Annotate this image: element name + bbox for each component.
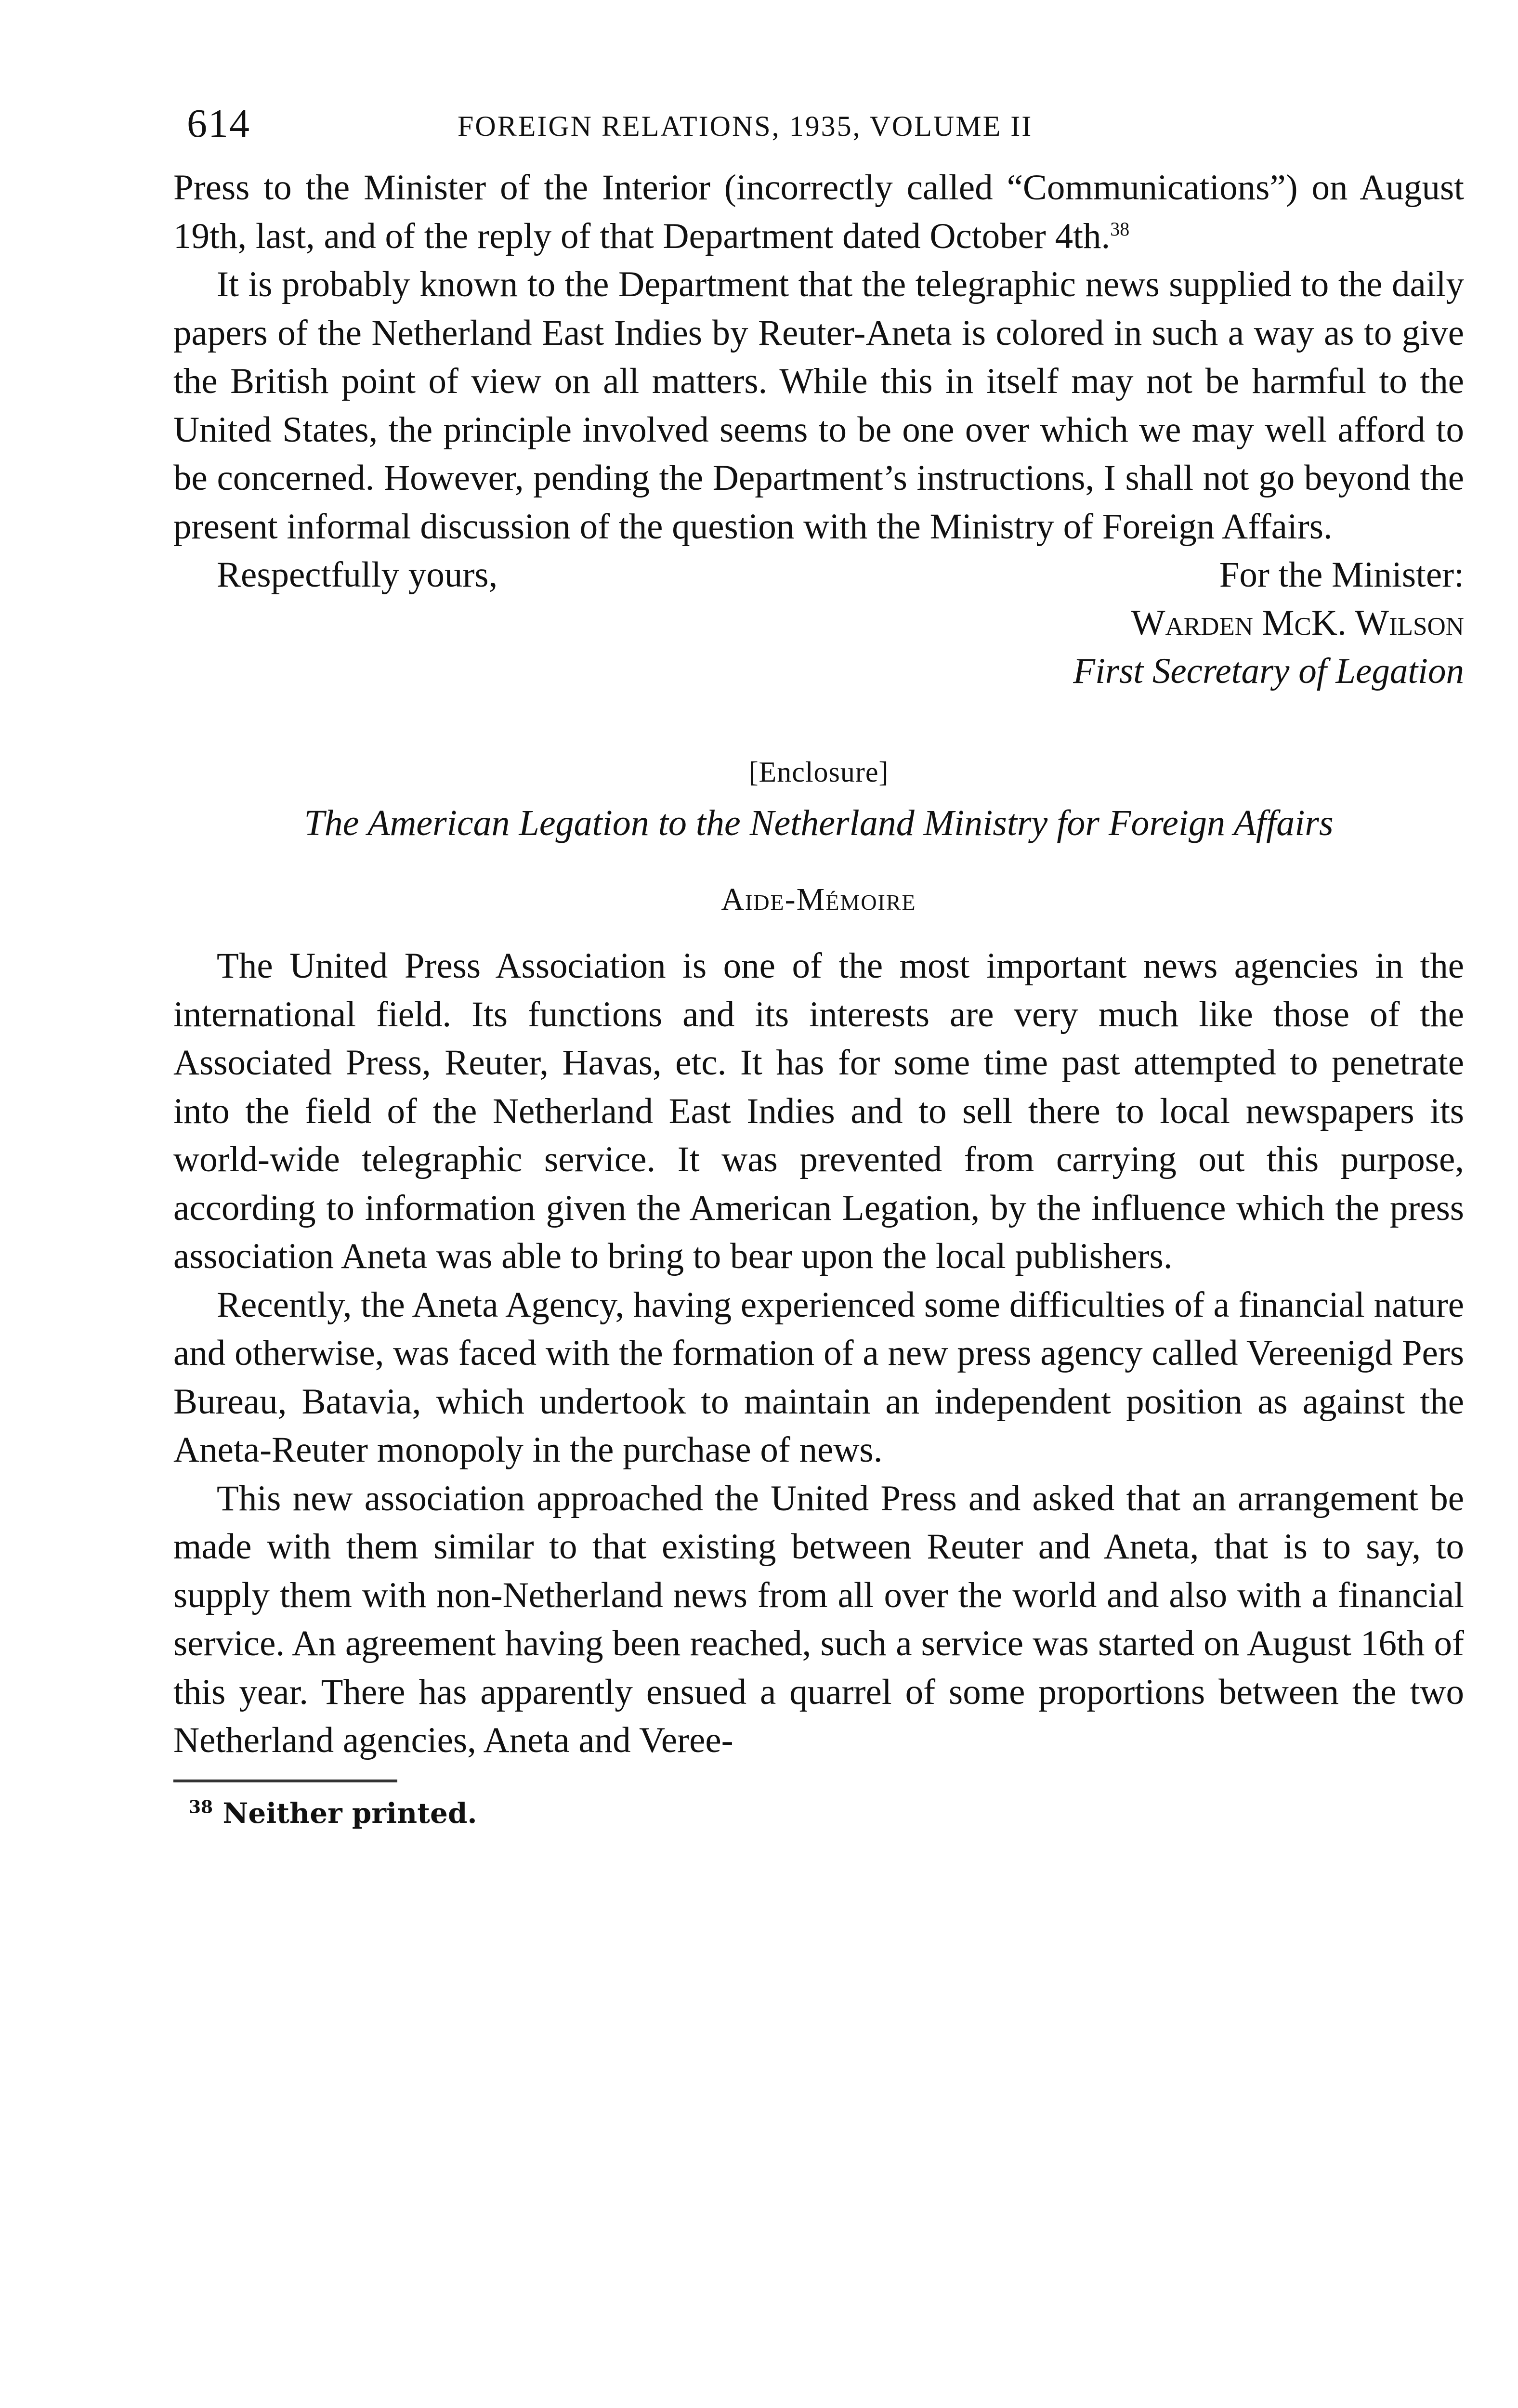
enclosure-title: The American Legation to the Netherland Ministry for Foreign Affairs bbox=[304, 803, 1334, 843]
page-number: 614 bbox=[187, 101, 250, 146]
running-head: FOREIGN RELATIONS, 1935, VOLUME II bbox=[458, 110, 1033, 142]
enclosure-label: [Enclosure] bbox=[748, 756, 889, 788]
letter-paragraph-1-text: Press to the Minister of the Interior (incorrectly called “Communications”) on August 19th, last, and of the reply of that Department dated October 4th. bbox=[173, 168, 1464, 256]
footnote-mark: 38 bbox=[189, 1797, 213, 1818]
signer-name: Warden McK. Wilson bbox=[1131, 603, 1464, 643]
aide-memoire-heading: Aide-Mémoire bbox=[721, 882, 916, 917]
letter-paragraph-2: It is probably known to the Department that the telegraphic news supplied to the daily papers of the Netherland East Indies by Reuter-Aneta is colored in such a way as to give the British point of view on all matters. While this in itself may not be harmful to the United States, the principle involved seems to be one over which we may well afford to be concerned. However, pending the Department’s instructions, I shall not go beyond the present informal discussion of the question with the Ministry of Foreign Affairs. bbox=[173, 264, 1464, 547]
document-page bbox=[173, 96, 1464, 1830]
closing-salutation: Respectfully yours, bbox=[217, 555, 498, 595]
enclosure-paragraph-1: The United Press Association is one of the most important news agencies in the international field. Its functions and its interests are very much like those of the Associated Press, Reuter, Havas, etc. It has for some time past attempted to penetrate into the field of the Netherland East Indies and to sell there to local newspapers its world-wide telegraphic service. It was prevented from carrying out this purpose, according to information given the American Legation, by the influence which the press association Aneta was able to bring to bear upon the local publishers. bbox=[173, 946, 1464, 1276]
footnote-divider bbox=[173, 1780, 397, 1782]
footnote-text: Neither printed. bbox=[222, 1796, 477, 1830]
letter-paragraph-1 bbox=[173, 164, 1464, 261]
footnote bbox=[189, 1797, 1464, 1830]
signer-title: First Secretary of Legation bbox=[1073, 651, 1464, 691]
for-the-minister: For the Minister: bbox=[1219, 555, 1464, 595]
enclosure-paragraph-3: This new association approached the United Press and asked that an arrangement be made with them similar to that existing between Reuter and Aneta, that is to say, to supply them with non-Netherland news from all over the world and also with a financial service. An agreement having been reached, such a service was started on August 16th of this year. There has apparently ensued a quarrel of some proportions between the two Netherland agencies, Aneta and Veree- bbox=[173, 1478, 1464, 1760]
page-header bbox=[173, 96, 1464, 164]
letter-closing bbox=[173, 551, 1464, 695]
footnote-reference[interactable]: 38 bbox=[1110, 218, 1130, 240]
enclosure-paragraph-2: Recently, the Aneta Agency, having experienced some difficulties of a financial nature and otherwise, was faced with the formation of a new press agency called Vereenigd Pers Bureau, Batavia, which undertook to maintain an independent position as against the Aneta-Reuter monopoly in the purchase of news. bbox=[173, 1284, 1464, 1470]
